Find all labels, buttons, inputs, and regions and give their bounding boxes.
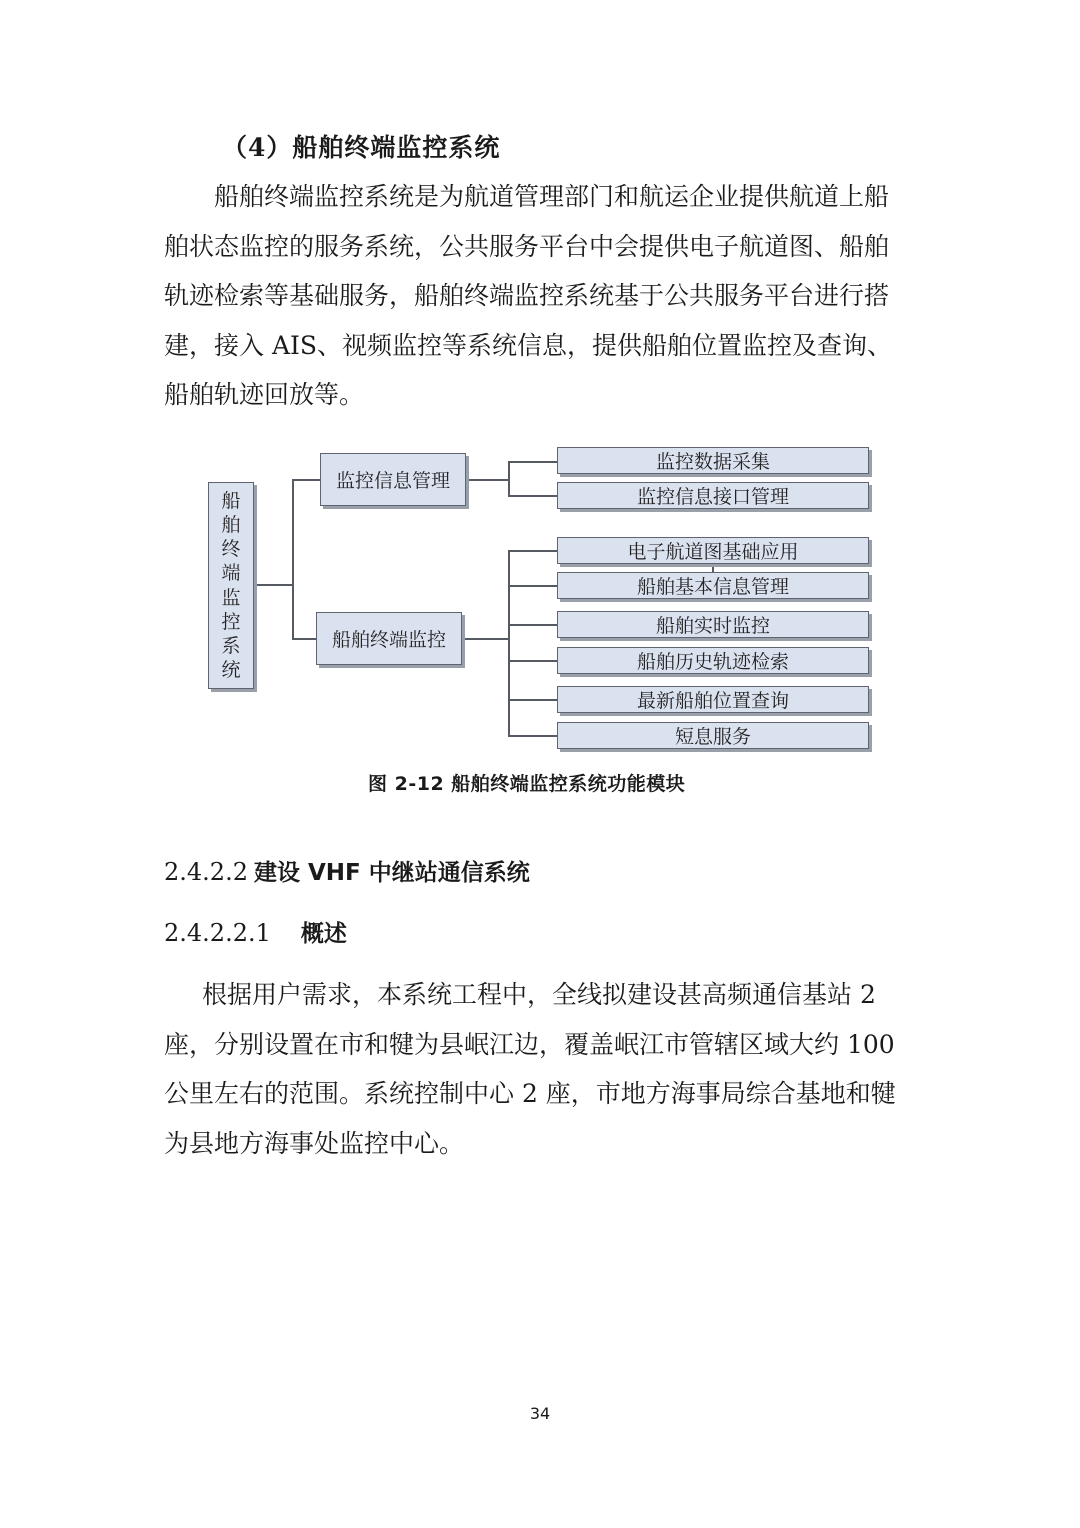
root-char: 控 — [221, 610, 241, 633]
leaf-node: 船舶实时监控 — [557, 611, 869, 638]
section-number: 2.4.2.2 — [164, 858, 248, 886]
section-number: 2.4.2.2.1 — [164, 919, 271, 947]
paragraph-line: 座，分别设置在市和犍为县岷江边，覆盖岷江市管辖区域大约 100 — [164, 1029, 895, 1059]
connector-root — [254, 584, 293, 586]
connector-b2-vertical — [508, 550, 510, 735]
root-char: 端 — [221, 562, 241, 585]
connector-b2-child3 — [508, 624, 557, 626]
leaf-node: 船舶历史轨迹检索 — [557, 647, 869, 674]
root-char: 终 — [221, 538, 241, 561]
root-char: 系 — [221, 634, 241, 657]
connector-b1-vertical — [508, 461, 510, 495]
diagram-root-node — [208, 482, 254, 689]
root-char: 统 — [221, 659, 241, 682]
connector-b2-child5 — [508, 699, 557, 701]
leaf-node: 监控数据采集 — [557, 447, 869, 474]
page-number: 34 — [529, 1404, 551, 1423]
section-title: 概述 — [300, 921, 347, 947]
paragraph-line: 舶状态监控的服务系统，公共服务平台中会提供电子航道图、船舶 — [164, 231, 890, 261]
leaf-node: 监控信息接口管理 — [557, 482, 869, 509]
paragraph-line: 建，接入 AIS、视频监控等系统信息，提供船舶位置监控及查询、 — [164, 330, 893, 360]
paragraph-overview — [164, 970, 924, 1168]
connector-branch-2 — [292, 638, 316, 640]
paragraph-line: 船舶轨迹回放等。 — [164, 380, 365, 409]
connector-b1-child2 — [508, 495, 557, 497]
leaf-node: 短息服务 — [557, 722, 869, 749]
root-char: 监 — [221, 586, 241, 609]
connector-root-vertical — [292, 479, 294, 638]
connector-b2-child6 — [508, 735, 557, 737]
section-title: 建设 VHF 中继站通信系统 — [253, 860, 530, 886]
connector-b1-out — [466, 479, 509, 481]
connector-branch-1 — [292, 479, 320, 481]
paragraph-line: 根据用户需求，本系统工程中，全线拟建设甚高频通信基站 2 — [202, 980, 876, 1009]
root-char: 船 — [221, 489, 241, 512]
paragraph-terminal-monitoring — [164, 172, 924, 420]
connector-b2-child1 — [508, 550, 557, 552]
connector-b1-child1 — [508, 461, 557, 463]
connector-b2-out — [462, 638, 509, 640]
section-heading: （4）船舶终端监控系统 — [222, 133, 501, 162]
paragraph-line: 船舶终端监控系统是为航道管理部门和航运企业提供航道上船 — [214, 182, 890, 211]
leaf-node: 电子航道图基础应用 — [557, 537, 869, 564]
paragraph-line: 公里左右的范围。系统控制中心 2 座，市地方海事局综合基地和犍 — [164, 1079, 896, 1108]
branch-node-monitoring-info: 监控信息管理 — [320, 453, 466, 506]
paragraph-line: 为县地方海事处监控中心。 — [164, 1128, 465, 1158]
section-heading-2-4-2-2 — [164, 854, 530, 887]
figure-caption: 图 2-12 船舶终端监控系统功能模块 — [368, 773, 686, 795]
section-heading-2-4-2-2-1 — [164, 915, 347, 948]
connector-b2-child4 — [508, 660, 557, 662]
leaf-node: 船舶基本信息管理 — [557, 572, 869, 599]
leaf-node: 最新船舶位置查询 — [557, 686, 869, 713]
branch-node-terminal-monitoring: 船舶终端监控 — [316, 612, 462, 665]
connector-b2-child2 — [508, 585, 557, 587]
root-char: 舶 — [221, 513, 241, 536]
paragraph-line: 轨迹检索等基础服务，船舶终端监控系统基于公共服务平台进行搭 — [164, 281, 890, 310]
